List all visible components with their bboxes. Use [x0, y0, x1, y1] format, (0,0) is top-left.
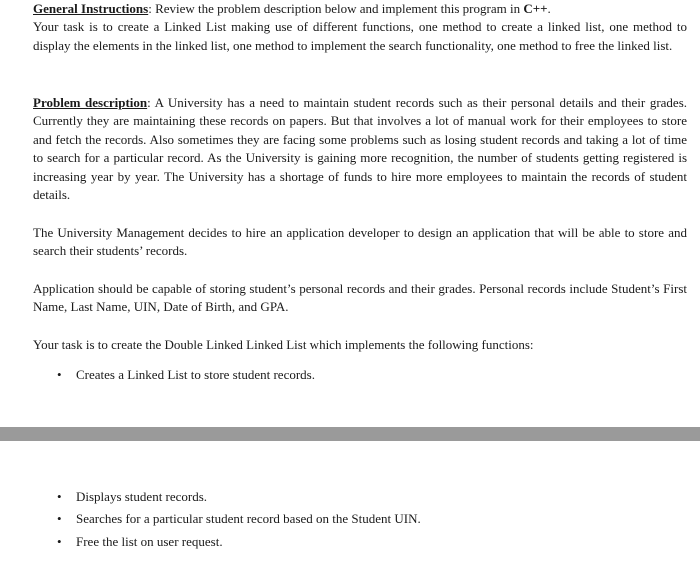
page-break-divider	[0, 427, 700, 441]
function-list-bottom	[33, 488, 687, 555]
application-paragraph: Application should be capable of storing student’s personal records and their grades. Personal records include Student’s First Name, Last Name, UIN, Date of Birth, and GPA.	[33, 281, 687, 315]
general-instructions-heading: General Instructions	[33, 1, 149, 16]
bullet-icon: •	[57, 367, 62, 382]
task-paragraph: Your task is to create the Double Linked Linked List which implements the following functions:	[33, 337, 534, 352]
list-item	[33, 533, 687, 555]
list-item-text: Free the list on user request.	[76, 533, 223, 549]
list-item-text: Searches for a particular student record based on the Student UIN.	[76, 511, 421, 527]
problem-description-heading: Problem description	[33, 95, 148, 110]
list-item	[33, 488, 687, 510]
list-item	[33, 366, 687, 388]
general-instructions-body: Your task is to create a Linked List making use of different functions, one method to create a linked list, one method to display the elements in the linked list, one method to implement the search functionality, one method to free the linked list.	[33, 19, 687, 53]
bullet-icon: •	[57, 533, 62, 549]
problem-description-text: : A University has a need to maintain student records such as their personal details and their grades. Currently they are maintaining these records on papers. But that involves a lot of manual work for their employees to store and fetch the records. Also sometimes they are facing some problems such as losing student records and taking a lot of time to search for a particular record. As the University is gaining more recognition, the number of students getting registered is increasing year by year. The University has a shortage of funds to hire more employees to maintain the records of student details.	[33, 95, 688, 203]
management-paragraph: The University Management decides to hire an application developer to design an application that will be able to store and search their students’ records.	[33, 225, 687, 259]
problem-description-paragraph	[33, 94, 687, 204]
general-instructions-period: .	[547, 1, 551, 16]
bullet-icon: •	[57, 489, 62, 504]
function-list-top	[33, 366, 687, 388]
language-name: C++	[523, 1, 548, 16]
bullet-icon: •	[57, 511, 62, 527]
list-item-text: Creates a Linked List to store student records.	[76, 367, 315, 382]
general-instructions-intro: : Review the problem description below and implement this program in	[148, 1, 524, 16]
list-item	[33, 510, 687, 532]
general-instructions-paragraph	[33, 0, 687, 55]
list-item-text: Displays student records.	[76, 489, 208, 504]
